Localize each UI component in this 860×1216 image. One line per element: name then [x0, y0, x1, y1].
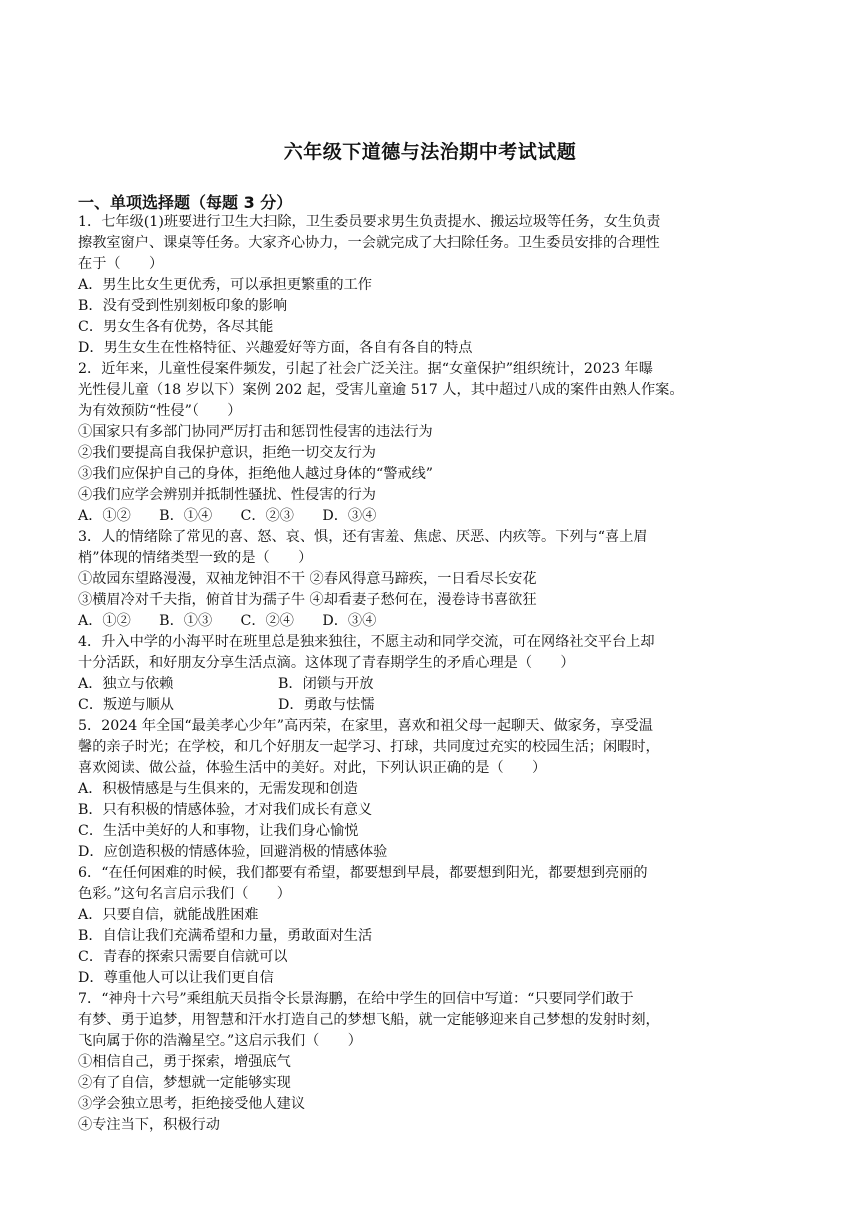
question-stem-line: 有梦、勇于追梦，用智慧和汗水打造自己的梦想飞船，就一定能够迎来自己梦想的发射时刻， [78, 1012, 660, 1028]
question-1 [78, 212, 778, 359]
question-stem-line: 擦教室窗户、课桌等任务。大家齐心协力，一会就完成了大扫除任务。卫生委员安排的合理性 [78, 235, 660, 251]
answer-option: D．男生女生在性格特征、兴趣爱好等方面，各自有各自的特点 [78, 340, 473, 356]
answer-option: C．男女生各有优势，各尽其能 [78, 319, 274, 335]
statement-item: ①相信自己，勇于探索，增强底气 [78, 1054, 291, 1070]
question-stem-line: 十分活跃，和好朋友分享生活点滴。这体现了青春期学生的矛盾心理是（ ） [78, 655, 575, 671]
answer-option: B．只有积极的情感体验，才对我们成长有意义 [78, 802, 373, 818]
statement-item: ①故园东望路漫漫，双袖龙钟泪不干 ②春风得意马蹄疾，一日看尽长安花 [78, 571, 537, 587]
statement-item: ②有了自信，梦想就一定能够实现 [78, 1075, 291, 1091]
section-heading: 一、单项选择题（每题 3 分） [78, 193, 293, 212]
page-title: 六年级下道德与法治期中考试试题 [283, 141, 577, 163]
answer-option: C．青春的探索只需要自信就可以 [78, 949, 288, 965]
question-stem-line: 6．“在任何困难的时候，我们都要有希望，都要想到早晨，都要想到阳光，都要想到亮丽的 [78, 865, 648, 881]
answer-option: A．男生比女生更优秀，可以承担更繁重的工作 [78, 277, 372, 293]
question-stem-line: 在于（ ） [78, 256, 164, 272]
question-stem-line: 1．七年级(1)班要进行卫生大扫除，卫生委员要求男生负责提水、搬运垃圾等任务，女生负责 [78, 214, 661, 230]
answer-option: C．生活中美好的人和事物，让我们身心愉悦 [78, 823, 359, 839]
answer-options-row [78, 674, 778, 695]
answer-options-line: A．①② B．①④ C．②③ D．③④ [78, 508, 377, 524]
question-6 [78, 863, 778, 989]
answer-option: A．积极情感是与生俱来的，无需发现和创造 [78, 781, 358, 797]
answer-option: A．只要自信，就能战胜困难 [78, 907, 259, 923]
question-7 [78, 989, 778, 1136]
question-4 [78, 632, 778, 716]
question-stem-line: 7．“神舟十六号”乘组航天员指令长景海鹏，在给中学生的回信中写道：“只要同学们敢于 [78, 991, 634, 1007]
question-stem-line: 梢”体现的情绪类型一致的是（ ） [78, 550, 313, 566]
statement-item: ①国家只有多部门协同严厉打击和惩罚性侵害的违法行为 [78, 424, 433, 440]
statement-item: ③横眉冷对千夫指，俯首甘为孺子牛 ④却看妻子愁何在，漫卷诗书喜欲狂 [78, 592, 537, 608]
answer-option: B．自信让我们充满希望和力量，勇敢面对生活 [78, 928, 373, 944]
answer-option: C．叛逆与顺从 [78, 697, 174, 713]
question-stem-line: 5．2024 年全国“最美孝心少年”高丙荣，在家里，喜欢和祖父母一起聊天、做家务，享受温 [78, 718, 653, 734]
question-stem-line: 飞向属于你的浩瀚星空。”这启示我们（ ） [78, 1033, 362, 1049]
question-stem-line: 馨的亲子时光；在学校，和几个好朋友一起学习、打球，共同度过充实的校园生活；闲暇时， [78, 739, 660, 755]
answer-options-row [78, 695, 778, 716]
question-3 [78, 527, 778, 632]
answer-option: D．应创造积极的情感体验，回避消极的情感体验 [78, 844, 388, 860]
answer-option: A．独立与依赖 [78, 676, 174, 692]
question-stem-line: 3．人的情绪除了常见的喜、怒、哀、惧，还有害羞、焦虑、厌恶、内疚等。下列与“喜上眉 [78, 529, 648, 545]
question-list [78, 212, 778, 1136]
question-stem-line: 色彩。”这句名言启示我们（ ） [78, 886, 291, 902]
question-stem-line: 4．升入中学的小海平时在班里总是独来独往，不愿主动和同学交流，可在网络社交平台上却 [78, 634, 655, 650]
statement-item: ④专注当下，积极行动 [78, 1117, 220, 1133]
question-5 [78, 716, 778, 863]
statement-item: ③学会独立思考，拒绝接受他人建议 [78, 1096, 306, 1112]
answer-option: D．尊重他人可以让我们更自信 [78, 970, 274, 986]
question-stem-line: 2．近年来，儿童性侵案件频发，引起了社会广泛关注。据“女童保护”组织统计，2023 年曝 [78, 361, 653, 377]
statement-item: ③我们应保护自己的身体，拒绝他人越过身体的“警戒线” [78, 466, 434, 482]
statement-item: ②我们要提高自我保护意识，拒绝一切交友行为 [78, 445, 376, 461]
answer-option: B．闭锁与开放 [278, 676, 374, 692]
question-2 [78, 359, 778, 527]
statement-item: ④我们应学会辨别并抵制性骚扰、性侵害的行为 [78, 487, 376, 503]
answer-option: D．勇敢与怯懦 [278, 697, 375, 713]
answer-option: B．没有受到性别刻板印象的影响 [78, 298, 288, 314]
question-stem-line: 为有效预防“性侵”（ ） [78, 403, 242, 419]
question-stem-line: 喜欢阅读、做公益，体验生活中的美好。对此，下列认识正确的是（ ） [78, 760, 547, 776]
answer-options-line: A．①② B．①③ C．②④ D．③④ [78, 613, 377, 629]
question-stem-line: 光性侵儿童（18 岁以下）案例 202 起，受害儿童逾 517 人，其中超过八成的案件由熟人作案。 [78, 382, 684, 398]
